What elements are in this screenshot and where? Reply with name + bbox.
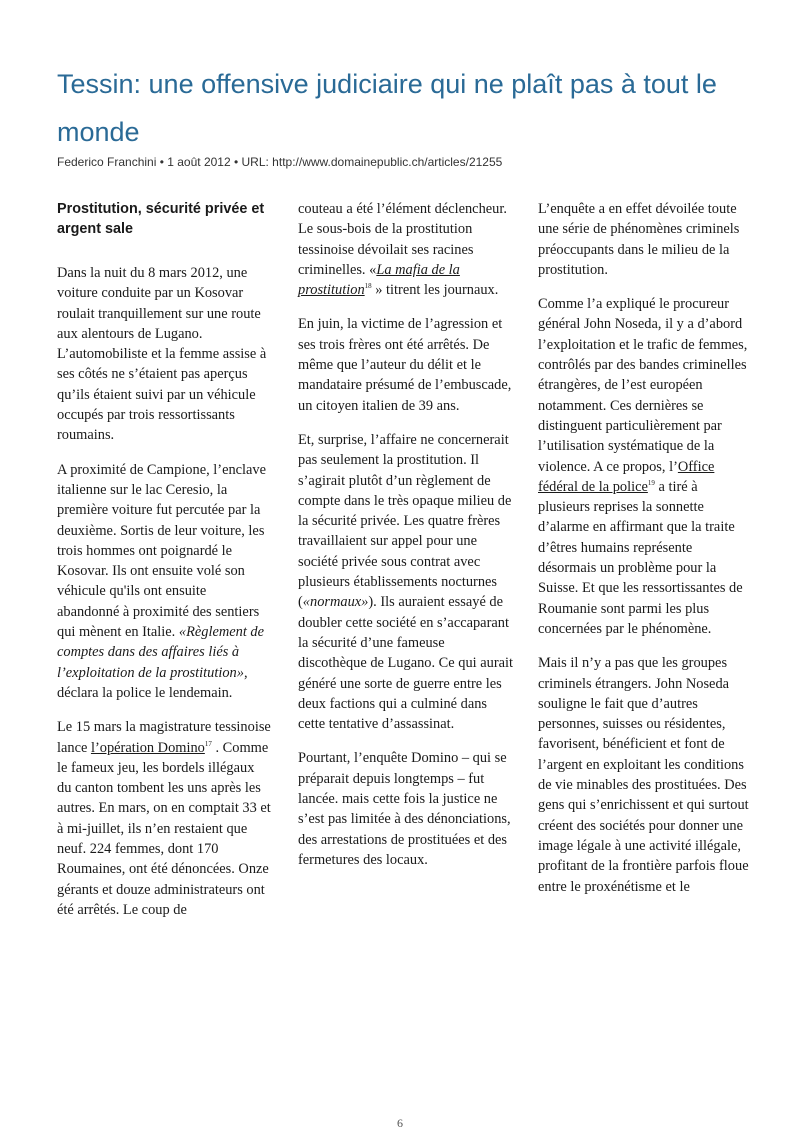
link-text: La mafia de la prostitution bbox=[298, 261, 460, 299]
paragraph bbox=[538, 294, 753, 639]
page-number: 6 bbox=[397, 1116, 403, 1130]
footnote-ref: 17 bbox=[204, 739, 212, 748]
paragraph-text: » titrent les journaux. bbox=[371, 282, 499, 299]
paragraph bbox=[57, 717, 272, 920]
paragraph-text: Et, surprise, l’affaire ne concernerait pas seulement la prostitution. Il s’agirait plutôt d’un règlement de compte dans le très opaque milieu de la sécurité privée. Les quatre frères travaillaient sur appel pour une société privée sous contrat avec plusieurs établissements nocturnes ( bbox=[298, 431, 512, 611]
paragraph bbox=[298, 199, 513, 300]
paragraph-text: a tiré à plusieurs reprises la sonnette d’alarme en affirmant que la traite d’êtres humains représente désormais un problème pour la Suisse. Et que les ressortissantes de Roumanie sont parmi les plus concernées par le phénomène. bbox=[538, 478, 743, 637]
paragraph-text: Le 15 mars la magistrature tessinoise lance bbox=[57, 719, 271, 756]
quote-text: «normaux» bbox=[302, 594, 369, 611]
paragraph-text: . Comme le fameux jeu, les bordels illégaux du canton tombent les uns après les autres. En mars, on en comptait 33 et à mi-juillet, ils n’en restaient que neuf. 224 femmes, dont 170 Roumaines, ont été dénoncées. Onze gérants et douze administrateurs ont été arrêtés. Le coup de bbox=[57, 739, 271, 918]
footnote-ref: 19 bbox=[647, 479, 655, 488]
paragraph bbox=[298, 430, 513, 734]
paragraph: Dans la nuit du 8 mars 2012, une voiture conduite par un Kosovar roulait tranquillement sur une route aux alentours de Lugano. L’automobiliste et la femme assise à ses côtés ne s’étaient pas aperçus qu’ils étaient suivi par un véhicule occupés par trois ressortissants roumains. bbox=[57, 265, 267, 444]
paragraph bbox=[57, 460, 272, 704]
link-office-federal-de-la-police[interactable]: Office fédéral de la police bbox=[538, 458, 715, 495]
paragraph-text: A proximité de Campione, l’enclave italienne sur le lac Ceresio, la première voiture fut percutée par la deuxième. Sortis de leur voiture, les trois hommes ont poignardé le Kosovar. Ils ont ensuite volé son véhicule qu'ils ont ensuite abandonné à proximité des sentiers qui mènent en Italie. bbox=[57, 461, 267, 641]
paragraph: En juin, la victime de l’agression et ses trois frères ont été arrêtés. De même que l’auteur du délit et le mandataire présumé de l’embuscade, un citoyen italien de 39 ans. bbox=[298, 316, 512, 414]
paragraph-text: Comme l’a expliqué le procureur général John Noseda, il y a d’abord l’exploitation et le trafic de femmes, contrôlés par des bandes criminelles étrangères, de l’est européen notamment. Ces dernières se distinguent particulièrement par l’utilisation systématique de la violence. A ce propos, l’ bbox=[538, 296, 748, 475]
article-byline: Federico Franchini • 1 août 2012 • URL: http://www.domainepublic.ch/articles/21255 bbox=[57, 155, 503, 169]
column-2 bbox=[298, 199, 513, 884]
paragraph-text: couteau a été l’élément déclencheur. Le sous-bois de la prostitution tessinoise dévoilait ses racines criminelles. « bbox=[298, 201, 507, 278]
column-3 bbox=[538, 199, 753, 911]
paragraph-text: , déclara la police le lendemain. bbox=[57, 664, 248, 701]
paragraph: Pourtant, l’enquête Domino – qui se préparait depuis longtemps – fut lancée. mais cette fois la justice ne s’est pas limitée à des dénonciations, des arrestations de prostituées et des fermetures des locaux. bbox=[298, 750, 511, 868]
paragraph: L’enquête a en effet dévoilée toute une série de phénomènes criminels préoccupants dans le milieu de la prostitution. bbox=[538, 201, 740, 278]
article-title: Tessin: une offensive judiciaire qui ne plaît pas à tout le monde bbox=[57, 69, 717, 147]
link-operation-domino[interactable]: l’opération Domino bbox=[90, 739, 205, 756]
paragraph-text: ). Ils auraient essayé de doubler cette société en s’accaparant la sécurité d’une fameuse discothèque de Lugano. Ce qui aurait généré une sorte de guerre entre les deux factions qui a culminé dans cette tentative d’assassinat. bbox=[298, 594, 513, 733]
section-subheading: Prostitution, sécurité privée et argent sale bbox=[57, 201, 265, 237]
footnote-ref: 18 bbox=[364, 282, 372, 291]
column-1 bbox=[57, 199, 272, 934]
quote-text: «Règlement de comptes dans des affaires liés à l’exploitation de la prostitution» bbox=[57, 624, 264, 681]
paragraph: Mais il n’y a pas que les groupes criminels étrangers. John Noseda souligne le fait que d’autres personnes, suisses ou résidentes, favorisent, bénéficient et font de l’argent en exploitant les conditions de vie minables des prostituées. Des gens qui s’enrichissent et qui surtout créent des sociétés pour donner une image légale à une activité illégale, profitant de la frontière parfois floue entre le proxénétisme et le bbox=[538, 655, 749, 895]
